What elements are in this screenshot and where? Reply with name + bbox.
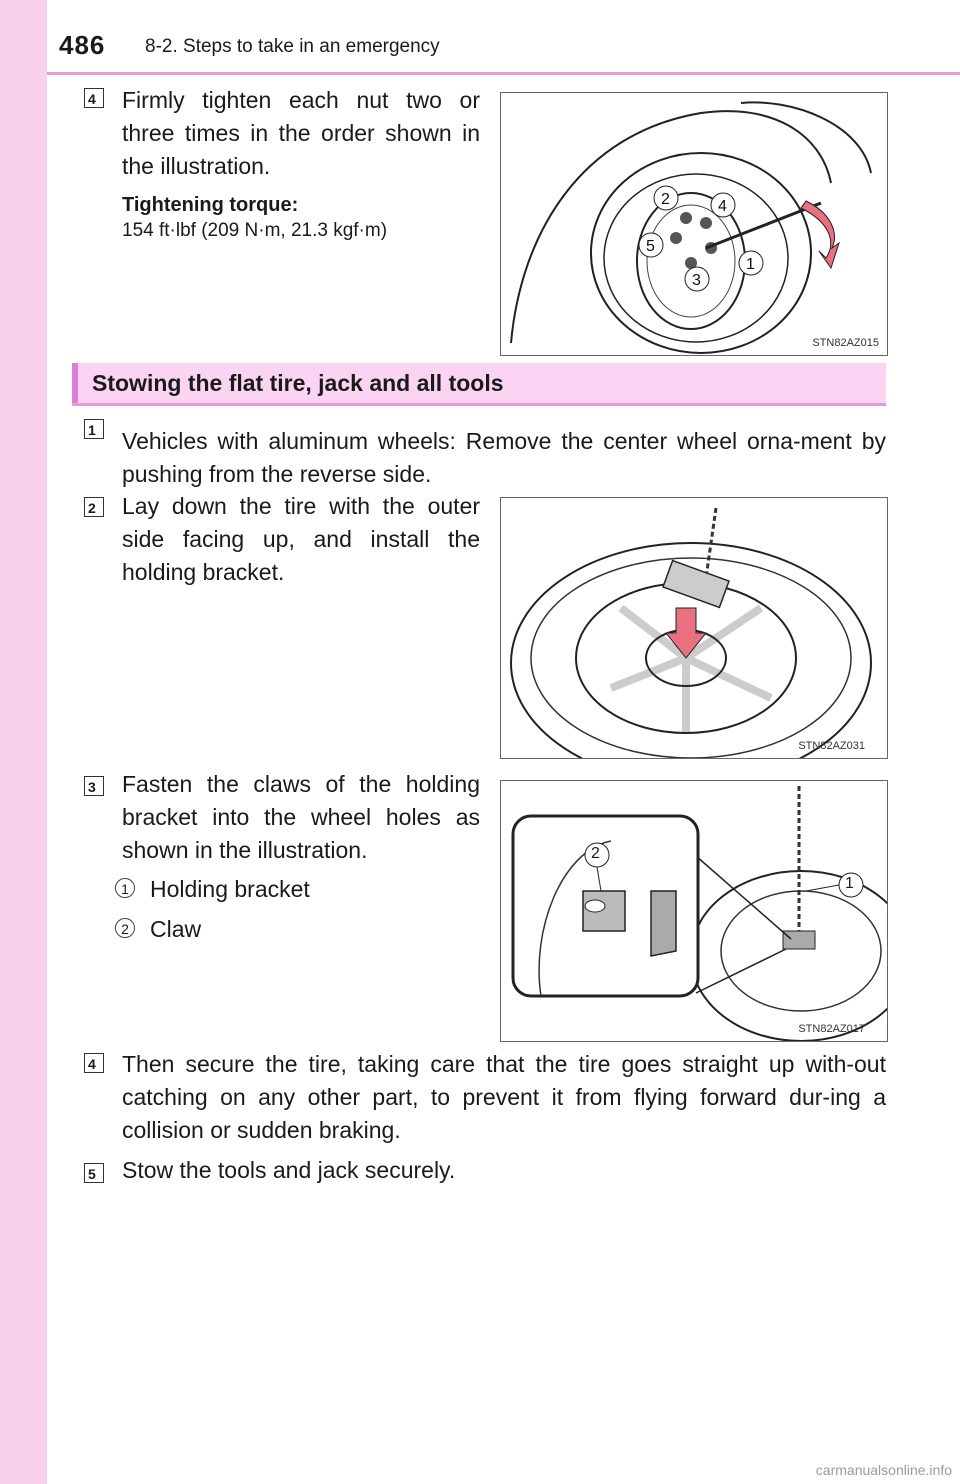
step-text: Lay down the tire with the outer side facing up, and install the holding bracket. xyxy=(122,493,480,585)
side-color-strip xyxy=(0,0,47,1484)
claws-illustration xyxy=(501,781,887,1041)
figure-code: STN82AZ015 xyxy=(812,337,879,349)
step-number-box: 1 xyxy=(84,419,104,439)
tire-bracket-illustration xyxy=(501,498,887,758)
page-header xyxy=(47,0,960,74)
figure-code: STN82AZ031 xyxy=(798,740,865,752)
figure-wheel-nuts xyxy=(500,92,888,356)
step-number-box: 2 xyxy=(84,497,104,517)
legend-label: Holding bracket xyxy=(150,876,310,902)
step-number-box: 4 xyxy=(84,88,104,108)
step-text: Firmly tighten each nut two or three times in the order shown in the illustration. xyxy=(122,87,480,179)
legend-number: 2 xyxy=(115,918,135,938)
watermark: carmanualsonline.info xyxy=(815,1462,952,1478)
step-text: Stow the tools and jack securely. xyxy=(122,1157,456,1183)
nut-label-1: 1 xyxy=(746,256,755,273)
callout-1: 1 xyxy=(845,875,854,892)
header-rule xyxy=(47,72,960,75)
step-text: Then secure the tire, taking care that the tire goes straight up with-out catching on any other part, to prevent it from flying forward dur-ing a collision or sudden braking. xyxy=(122,1051,886,1143)
legend-label: Claw xyxy=(150,916,202,942)
torque-value: 154 ft·lbf (209 N·m, 21.3 kgf·m) xyxy=(122,220,388,241)
section-heading xyxy=(72,363,886,403)
nut-label-4: 4 xyxy=(718,198,727,215)
nut-label-5: 5 xyxy=(646,238,655,255)
figure-holding-bracket xyxy=(500,497,888,759)
nut-label-2: 2 xyxy=(661,191,670,208)
step-number-box: 4 xyxy=(84,1053,104,1073)
legend-number: 1 xyxy=(115,878,135,898)
torque-label: Tightening torque: xyxy=(122,194,299,216)
wheel-nuts-illustration xyxy=(501,93,887,355)
section-heading-text: Stowing the flat tire, jack and all tools xyxy=(92,370,504,396)
figure-code: STN82AZ017 xyxy=(798,1023,865,1035)
figure-claws xyxy=(500,780,888,1042)
step-text: Vehicles with aluminum wheels: Remove the center wheel orna-ment by pushing from the reverse side. xyxy=(122,428,886,487)
section-heading-rule xyxy=(72,403,886,406)
step-number-box: 3 xyxy=(84,776,104,796)
nut-label-3: 3 xyxy=(692,272,701,289)
page-number: 486 xyxy=(59,30,106,60)
callout-2: 2 xyxy=(591,845,600,862)
step-number-box: 5 xyxy=(84,1163,104,1183)
section-title: 8-2. Steps to take in an emergency xyxy=(145,36,440,57)
step-text: Fasten the claws of the holding bracket into the wheel holes as shown in the illustration. xyxy=(122,771,480,863)
